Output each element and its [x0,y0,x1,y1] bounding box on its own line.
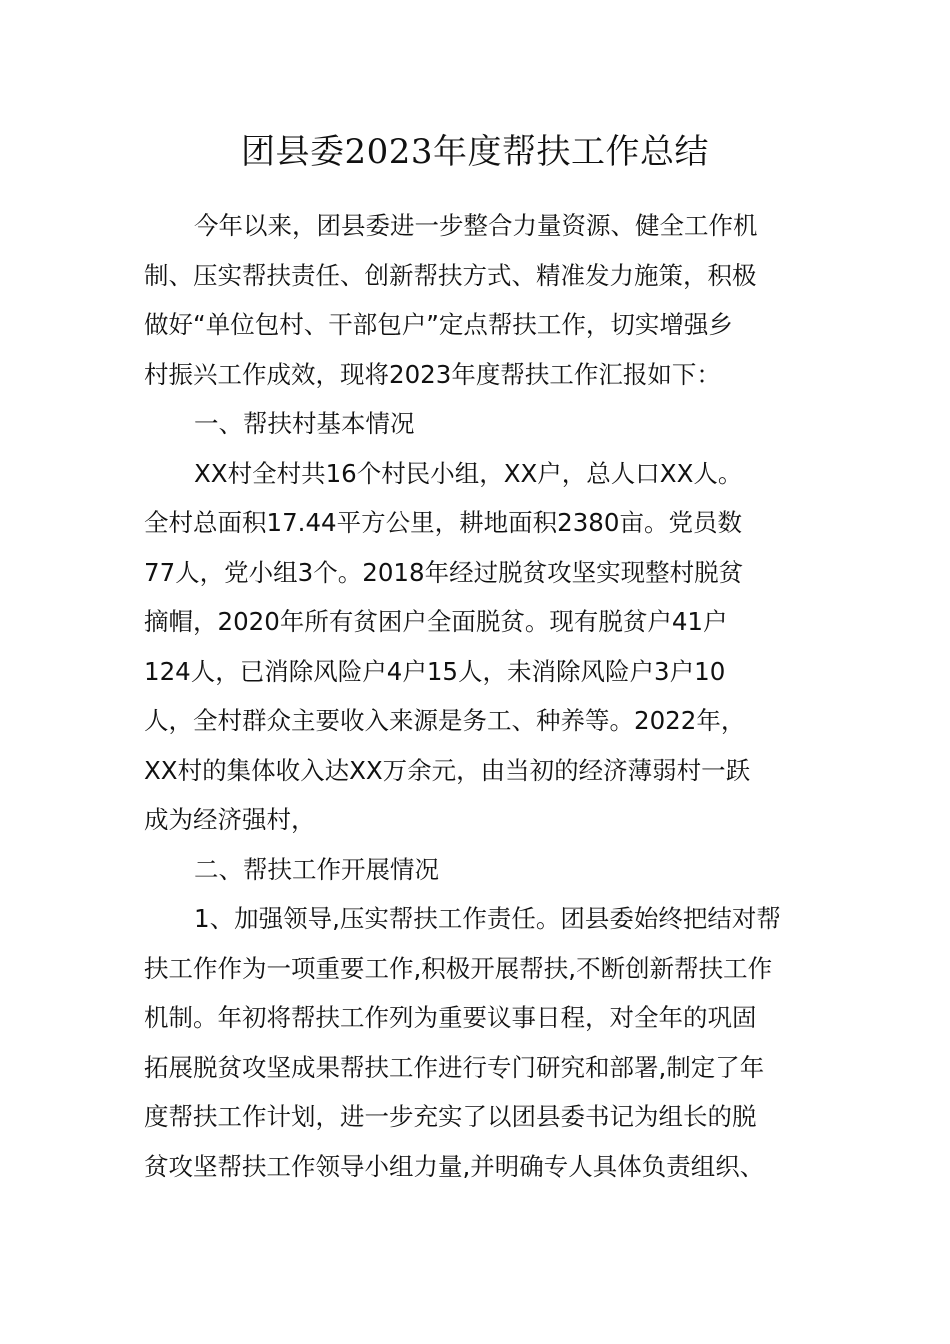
paragraph-leadership-line-4: 拓展脱贫攻坚成果帮扶工作进行专门研究和部署,制定了年 [144,1052,765,1082]
paragraph-leadership-line-6: 贫攻坚帮扶工作领导小组力量,并明确专人具体负责组织、 [144,1151,765,1181]
document-body [144,201,816,1191]
paragraph-village-line-6: 人，全村群众主要收入来源是务工、种养等。2022年， [144,706,746,735]
section-heading-work-progress: 二、帮扶工作开展情况 [194,854,439,884]
paragraph-village-line-2: 全村总面积17.44平方公里，耕地面积2380亩。党员数 [144,508,742,537]
paragraph-intro-line-1: 今年以来，团县委进一步整合力量资源、健全工作机 [194,211,758,240]
paragraph-village-line-5: 124人，已消除风险户4户15人，未消除风险户3户10 [144,656,726,686]
section-heading-basic-situation: 一、帮扶村基本情况 [194,409,415,438]
paragraph-village-line-3: 77人，党小组3个。2018年经过脱贫攻坚实现整村脱贫 [144,557,744,587]
paragraph-leadership-line-1: 1、加强领导,压实帮扶工作责任。团县委始终把结对帮 [194,904,781,933]
paragraph-village-line-7: XX村的集体收入达XX万余元，由当初的经济薄弱村一跃 [144,755,751,785]
document-title: 团县委2023年度帮扶工作总结 [240,132,710,172]
paragraph-village-line-1: XX村全村共16个村民小组，XX户，总人口XX人。 [194,458,743,488]
paragraph-intro-line-3: 做好“单位包村、干部包户”定点帮扶工作，切实增强乡 [144,310,733,339]
paragraph-village-line-8: 成为经济强村， [144,805,316,834]
paragraph-leadership-line-2: 扶工作作为一项重要工作,积极开展帮扶,不断创新帮扶工作 [144,953,773,983]
paragraph-village-line-4: 摘帽，2020年所有贫困户全面脱贫。现有脱贫户41户 [144,607,728,636]
paragraph-intro-line-2: 制、压实帮扶责任、创新帮扶方式、精准发力施策，积极 [144,260,757,290]
paragraph-intro-line-4: 村振兴工作成效，现将2023年度帮扶工作汇报如下： [144,359,721,389]
paragraph-leadership-line-3: 机制。年初将帮扶工作列为重要议事日程，对全年的巩固 [144,1003,757,1032]
paragraph-leadership-line-5: 度帮扶工作计划，进一步充实了以团县委书记为组长的脱 [144,1102,757,1131]
